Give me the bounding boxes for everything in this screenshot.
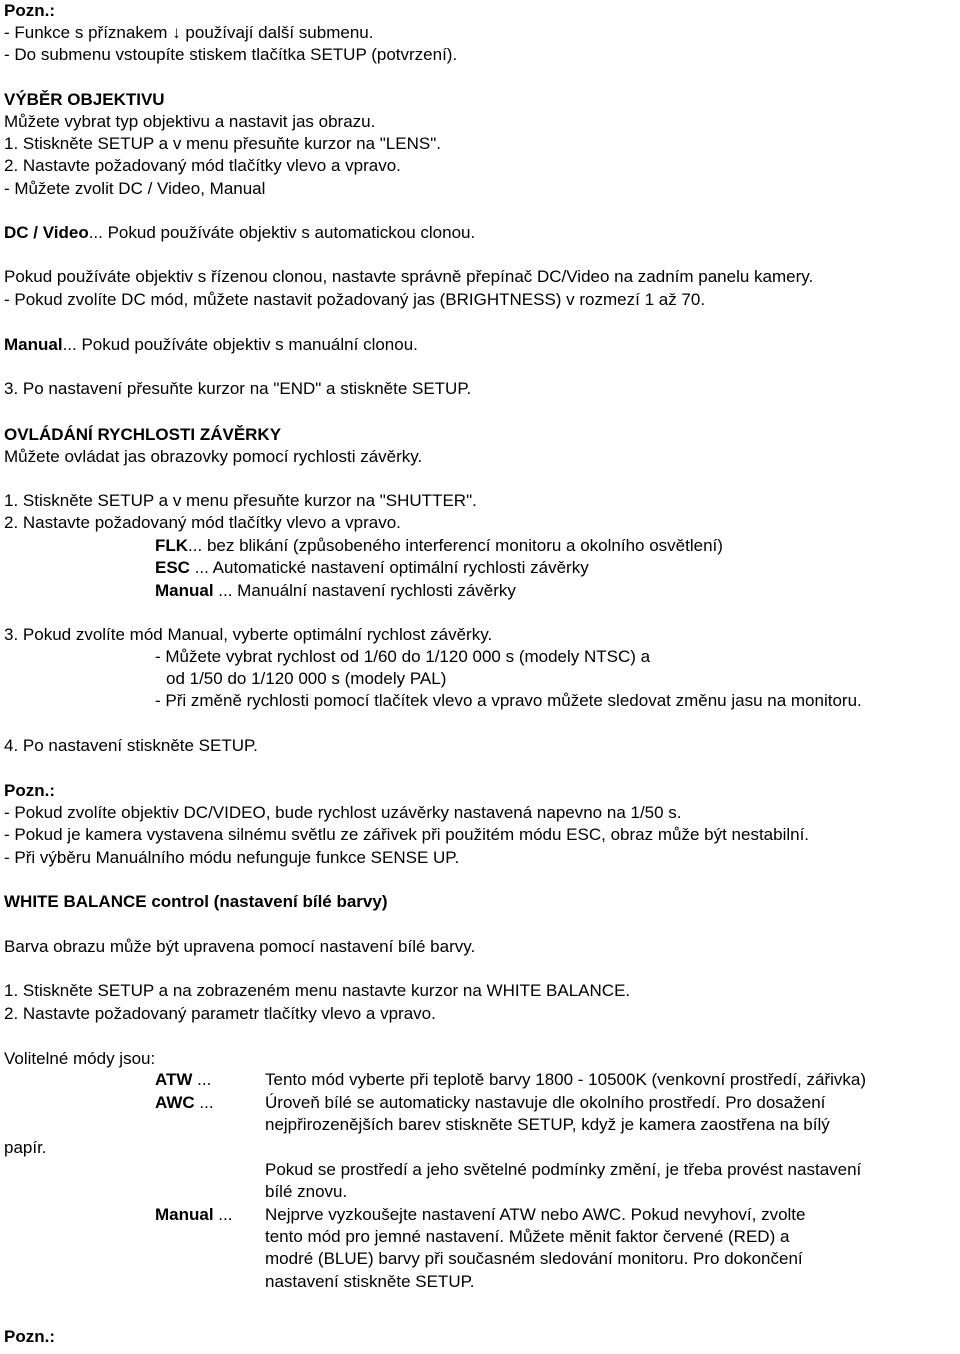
note-line: - Pokud je kamera vystavena silnému světlu ze zářivek při použitém módu ESC, obraz může být nestabilní. [4, 825, 810, 844]
mode-text: bílé znovu. [265, 1182, 348, 1201]
note-line [4, 22, 373, 44]
option-text: ... bez blikání (způsobeného interferencí monitoru a okolního osvětlení) [188, 536, 723, 555]
mode-text: Tento mód vyberte při teplotě barvy 1800 - 10500K (venkovní prostředí, zářivka) [265, 1070, 866, 1089]
sub-item: - Při změně rychlosti pomocí tlačítek vlevo a vpravo můžete sledovat změnu jasu na monitoru. [155, 691, 862, 710]
mode-text: tento mód pro jemné nastavení. Můžete měnit faktor červené (RED) a [265, 1227, 790, 1246]
paragraph: Můžete ovládat jas obrazovky pomocí rychlosti závěrky. [4, 447, 423, 466]
option-row [155, 557, 589, 579]
paragraph: - Pokud zvolíte DC mód, můžete nastavit požadovaný jas (BRIGHTNESS) v rozmezí 1 až 70. [4, 290, 706, 309]
option-text: ... Pokud používáte objektiv s automatickou clonou. [88, 223, 476, 242]
note-label: Pozn.: [4, 781, 55, 800]
sub-item: - Můžete vybrat rychlost od 1/60 do 1/120 000 s (modely NTSC) a [155, 647, 651, 666]
step: 3. Pokud zvolíte mód Manual, vyberte optimální rychlost závěrky. [4, 625, 493, 644]
option-label: FLK [155, 536, 189, 555]
option-row [155, 580, 516, 602]
paragraph: Pokud používáte objektiv s řízenou clonou, nastavte správně přepínač DC/Video na zadním panelu kamery. [4, 267, 814, 286]
mode-dots: ... [194, 1093, 214, 1112]
option-label: Manual [155, 581, 214, 600]
mode-text: Úroveň bílé se automaticky nastavuje dle okolního prostředí. Pro dosažení [265, 1093, 826, 1112]
option-text: ... Manuální nastavení rychlosti závěrky [213, 581, 516, 600]
mode-label-row [155, 1069, 211, 1091]
step: 4. Po nastavení stiskněte SETUP. [4, 736, 258, 755]
note-line: - Při výběru Manuálního módu nefunguje funkce SENSE UP. [4, 848, 460, 867]
option-label: ESC [155, 558, 190, 577]
mode-label: Manual [155, 1205, 214, 1224]
mode-dots: ... [192, 1070, 212, 1089]
note-label: Pozn.: [4, 1, 55, 20]
section-heading-shutter: OVLÁDÁNÍ RYCHLOSTI ZÁVĚRKY [4, 425, 282, 444]
note-label: Pozn.: [4, 1327, 55, 1346]
down-arrow-icon: ↓ [172, 23, 181, 42]
option-row [155, 535, 723, 557]
step: 2. Nastavte požadovaný parametr tlačítky vlevo a vpravo. [4, 1004, 436, 1023]
paragraph: - Můžete zvolit DC / Video, Manual [4, 179, 266, 198]
mode-text: Pokud se prostředí a jeho světelné podmínky změní, je třeba provést nastavení [265, 1160, 862, 1179]
step: 3. Po nastavení přesuňte kurzor na "END" a stiskněte SETUP. [4, 379, 472, 398]
paragraph: Můžete vybrat typ objektivu a nastavit jas obrazu. [4, 112, 376, 131]
mode-label-row [155, 1204, 232, 1226]
note-line: - Do submenu vstoupíte stiskem tlačítka SETUP (potvrzení). [4, 45, 458, 64]
mode-text: Nejprve vyzkoušejte nastavení ATW nebo AWC. Pokud nevyhoví, zvolte [265, 1205, 806, 1224]
step: 1. Stiskněte SETUP a v menu přesuňte kurzor na "SHUTTER". [4, 491, 477, 510]
note-line: - Pokud zvolíte objektiv DC/VIDEO, bude rychlost uzávěrky nastavená napevno na 1/50 s. [4, 803, 682, 822]
sub-item: od 1/50 do 1/120 000 s (modely PAL) [166, 669, 447, 688]
option-label: DC / Video [4, 223, 89, 242]
mode-dots: ... [213, 1205, 233, 1224]
option-row [4, 334, 418, 356]
option-text: ... Pokud používáte objektiv s manuální clonou. [62, 335, 418, 354]
mode-label: AWC [155, 1093, 195, 1112]
mode-label-row [155, 1092, 214, 1114]
paragraph: Barva obrazu může být upravena pomocí nastavení bílé barvy. [4, 937, 476, 956]
note-text: - Funkce s příznakem [4, 23, 168, 42]
section-heading-white-balance: WHITE BALANCE control (nastavení bílé barvy) [4, 892, 388, 911]
mode-text: nastavení stiskněte SETUP. [265, 1272, 475, 1291]
mode-text: papír. [4, 1138, 47, 1157]
mode-label: ATW [155, 1070, 193, 1089]
section-heading-lens: VÝBĚR OBJEKTIVU [4, 90, 165, 109]
note-text: používají další submenu. [180, 23, 374, 42]
step: 2. Nastavte požadovaný mód tlačítky vlevo a vpravo. [4, 513, 401, 532]
step: 1. Stiskněte SETUP a na zobrazeném menu nastavte kurzor na WHITE BALANCE. [4, 981, 631, 1000]
step: 2. Nastavte požadovaný mód tlačítky vlevo a vpravo. [4, 156, 401, 175]
option-label: Manual [4, 335, 63, 354]
step: 1. Stiskněte SETUP a v menu přesuňte kurzor na "LENS". [4, 134, 441, 153]
mode-text: nejpřirozenějších barev stiskněte SETUP, když je kamera zaostřena na bílý [265, 1115, 830, 1134]
paragraph: Volitelné módy jsou: [4, 1049, 156, 1068]
option-text: ... Automatické nastavení optimální rychlosti závěrky [189, 558, 589, 577]
mode-text: modré (BLUE) barvy při současném sledování monitoru. Pro dokončení [265, 1249, 803, 1268]
option-row [4, 222, 475, 244]
